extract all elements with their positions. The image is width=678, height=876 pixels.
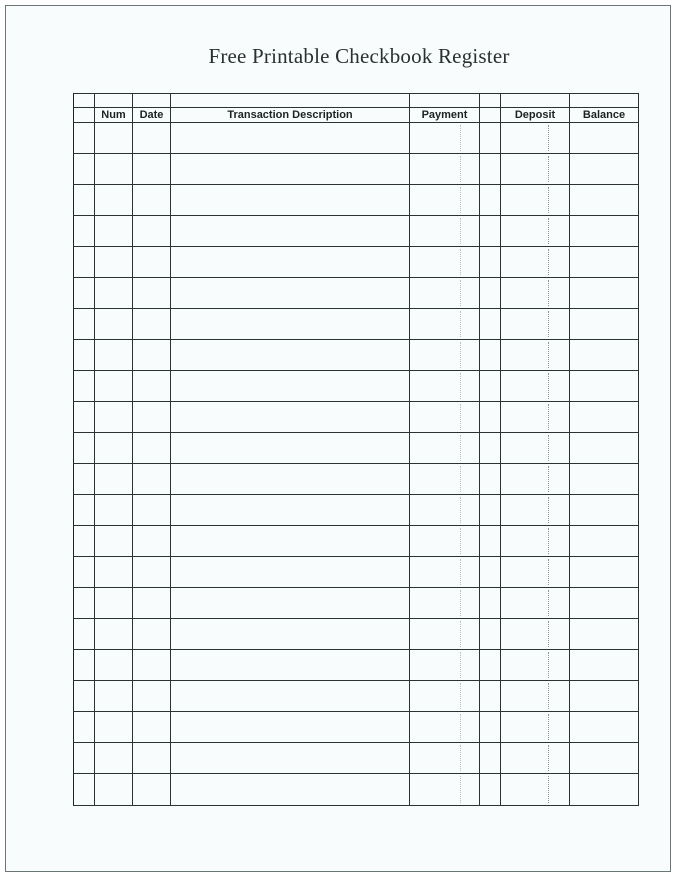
date-cell[interactable] xyxy=(133,247,171,278)
num-cell[interactable] xyxy=(95,123,133,154)
deposit-cell[interactable] xyxy=(501,681,570,712)
num-cell[interactable] xyxy=(95,433,133,464)
column-header-check xyxy=(74,108,95,123)
balance-cell[interactable] xyxy=(570,774,639,806)
payment-cell[interactable] xyxy=(410,309,480,340)
deposit-cell[interactable] xyxy=(501,526,570,557)
register-row xyxy=(74,464,639,495)
description-cell[interactable] xyxy=(171,402,410,433)
cleared-cell[interactable] xyxy=(480,712,501,743)
date-cell[interactable] xyxy=(133,774,171,806)
register-row xyxy=(74,154,639,185)
column-header-description: Transaction Description xyxy=(171,108,410,123)
deposit-cell[interactable] xyxy=(501,340,570,371)
description-cell[interactable] xyxy=(171,371,410,402)
deposit-cell[interactable] xyxy=(501,712,570,743)
deposit-cell[interactable] xyxy=(501,588,570,619)
balance-cell[interactable] xyxy=(570,650,639,681)
register-row xyxy=(74,588,639,619)
num-cell[interactable] xyxy=(95,588,133,619)
description-cell[interactable] xyxy=(171,712,410,743)
cleared-cell[interactable] xyxy=(480,154,501,185)
num-cell[interactable] xyxy=(95,619,133,650)
date-cell[interactable] xyxy=(133,743,171,774)
payment-cell[interactable] xyxy=(410,588,480,619)
description-cell[interactable] xyxy=(171,526,410,557)
register-row xyxy=(74,216,639,247)
deposit-cell[interactable] xyxy=(501,309,570,340)
check-cell[interactable] xyxy=(74,185,95,216)
register-row xyxy=(74,650,639,681)
date-cell[interactable] xyxy=(133,712,171,743)
check-cell[interactable] xyxy=(74,216,95,247)
cleared-cell[interactable] xyxy=(480,402,501,433)
check-cell[interactable] xyxy=(74,340,95,371)
cleared-cell[interactable] xyxy=(480,526,501,557)
deposit-cell[interactable] xyxy=(501,743,570,774)
payment-cell[interactable] xyxy=(410,185,480,216)
date-cell[interactable] xyxy=(133,154,171,185)
description-cell[interactable] xyxy=(171,681,410,712)
check-cell[interactable] xyxy=(74,557,95,588)
num-cell[interactable] xyxy=(95,712,133,743)
header-row xyxy=(74,108,639,123)
cleared-cell[interactable] xyxy=(480,123,501,154)
register-row xyxy=(74,495,639,526)
cleared-cell[interactable] xyxy=(480,371,501,402)
check-cell[interactable] xyxy=(74,495,95,526)
description-cell[interactable] xyxy=(171,464,410,495)
deposit-cell[interactable] xyxy=(501,185,570,216)
balance-cell[interactable] xyxy=(570,433,639,464)
register-row xyxy=(74,557,639,588)
payment-cell[interactable] xyxy=(410,619,480,650)
date-cell[interactable] xyxy=(133,123,171,154)
date-cell[interactable] xyxy=(133,216,171,247)
register-row xyxy=(74,433,639,464)
cleared-cell[interactable] xyxy=(480,588,501,619)
deposit-cell[interactable] xyxy=(501,464,570,495)
date-cell[interactable] xyxy=(133,464,171,495)
balance-cell[interactable] xyxy=(570,526,639,557)
description-cell[interactable] xyxy=(171,619,410,650)
date-cell[interactable] xyxy=(133,619,171,650)
description-cell[interactable] xyxy=(171,774,410,806)
checkbook-register-table xyxy=(73,93,639,806)
column-header-num: Num xyxy=(95,108,133,123)
check-cell[interactable] xyxy=(74,743,95,774)
register-row xyxy=(74,681,639,712)
deposit-cell[interactable] xyxy=(501,123,570,154)
balance-cell[interactable] xyxy=(570,495,639,526)
date-cell[interactable] xyxy=(133,402,171,433)
register-row xyxy=(74,278,639,309)
check-cell[interactable] xyxy=(74,588,95,619)
column-header-cleared xyxy=(480,108,501,123)
register-row xyxy=(74,619,639,650)
cleared-cell[interactable] xyxy=(480,247,501,278)
deposit-cell[interactable] xyxy=(501,774,570,806)
header-spacer-row xyxy=(74,94,639,108)
payment-cell[interactable] xyxy=(410,650,480,681)
deposit-cell[interactable] xyxy=(501,495,570,526)
date-cell[interactable] xyxy=(133,371,171,402)
payment-cell[interactable] xyxy=(410,495,480,526)
register-body xyxy=(74,123,639,806)
num-cell[interactable] xyxy=(95,216,133,247)
column-header-balance: Balance xyxy=(570,108,639,123)
num-cell[interactable] xyxy=(95,185,133,216)
payment-cell[interactable] xyxy=(410,743,480,774)
num-cell[interactable] xyxy=(95,495,133,526)
deposit-cell[interactable] xyxy=(501,216,570,247)
balance-cell[interactable] xyxy=(570,247,639,278)
payment-cell[interactable] xyxy=(410,371,480,402)
date-cell[interactable] xyxy=(133,526,171,557)
description-cell[interactable] xyxy=(171,309,410,340)
check-cell[interactable] xyxy=(74,681,95,712)
deposit-cell[interactable] xyxy=(501,433,570,464)
payment-cell[interactable] xyxy=(410,402,480,433)
register-row xyxy=(74,774,639,806)
description-cell[interactable] xyxy=(171,495,410,526)
balance-cell[interactable] xyxy=(570,464,639,495)
payment-cell[interactable] xyxy=(410,340,480,371)
cleared-cell[interactable] xyxy=(480,278,501,309)
payment-cell[interactable] xyxy=(410,681,480,712)
check-cell[interactable] xyxy=(74,371,95,402)
check-cell[interactable] xyxy=(74,774,95,806)
check-cell[interactable] xyxy=(74,526,95,557)
balance-cell[interactable] xyxy=(570,402,639,433)
num-cell[interactable] xyxy=(95,681,133,712)
check-cell[interactable] xyxy=(74,619,95,650)
payment-cell[interactable] xyxy=(410,278,480,309)
cleared-cell[interactable] xyxy=(480,185,501,216)
num-cell[interactable] xyxy=(95,402,133,433)
balance-cell[interactable] xyxy=(570,712,639,743)
cleared-cell[interactable] xyxy=(480,557,501,588)
payment-cell[interactable] xyxy=(410,433,480,464)
num-cell[interactable] xyxy=(95,309,133,340)
num-cell[interactable] xyxy=(95,557,133,588)
num-cell[interactable] xyxy=(95,650,133,681)
payment-cell[interactable] xyxy=(410,774,480,806)
description-cell[interactable] xyxy=(171,340,410,371)
check-cell[interactable] xyxy=(74,712,95,743)
payment-cell[interactable] xyxy=(410,216,480,247)
balance-cell[interactable] xyxy=(570,619,639,650)
register-row xyxy=(74,712,639,743)
payment-cell[interactable] xyxy=(410,123,480,154)
balance-cell[interactable] xyxy=(570,340,639,371)
deposit-cell[interactable] xyxy=(501,650,570,681)
cleared-cell[interactable] xyxy=(480,681,501,712)
register-row xyxy=(74,123,639,154)
deposit-cell[interactable] xyxy=(501,371,570,402)
balance-cell[interactable] xyxy=(570,309,639,340)
description-cell[interactable] xyxy=(171,650,410,681)
num-cell[interactable] xyxy=(95,278,133,309)
balance-cell[interactable] xyxy=(570,154,639,185)
check-cell[interactable] xyxy=(74,650,95,681)
description-cell[interactable] xyxy=(171,123,410,154)
register-row xyxy=(74,340,639,371)
date-cell[interactable] xyxy=(133,278,171,309)
payment-cell[interactable] xyxy=(410,464,480,495)
description-cell[interactable] xyxy=(171,154,410,185)
date-cell[interactable] xyxy=(133,557,171,588)
deposit-cell[interactable] xyxy=(501,557,570,588)
balance-cell[interactable] xyxy=(570,557,639,588)
num-cell[interactable] xyxy=(95,154,133,185)
payment-cell[interactable] xyxy=(410,154,480,185)
balance-cell[interactable] xyxy=(570,123,639,154)
cleared-cell[interactable] xyxy=(480,774,501,806)
column-header-date: Date xyxy=(133,108,171,123)
check-cell[interactable] xyxy=(74,123,95,154)
payment-cell[interactable] xyxy=(410,526,480,557)
balance-cell[interactable] xyxy=(570,588,639,619)
description-cell[interactable] xyxy=(171,247,410,278)
num-cell[interactable] xyxy=(95,526,133,557)
deposit-cell[interactable] xyxy=(501,154,570,185)
column-header-deposit: Deposit xyxy=(501,108,570,123)
date-cell[interactable] xyxy=(133,340,171,371)
check-cell[interactable] xyxy=(74,247,95,278)
description-cell[interactable] xyxy=(171,278,410,309)
deposit-cell[interactable] xyxy=(501,402,570,433)
cleared-cell[interactable] xyxy=(480,495,501,526)
register-row xyxy=(74,526,639,557)
date-cell[interactable] xyxy=(133,309,171,340)
cleared-cell[interactable] xyxy=(480,743,501,774)
page-title: Free Printable Checkbook Register xyxy=(208,44,510,68)
payment-cell[interactable] xyxy=(410,247,480,278)
deposit-cell[interactable] xyxy=(501,278,570,309)
check-cell[interactable] xyxy=(74,309,95,340)
date-cell[interactable] xyxy=(133,650,171,681)
balance-cell[interactable] xyxy=(570,681,639,712)
register-row xyxy=(74,309,639,340)
deposit-cell[interactable] xyxy=(501,619,570,650)
cleared-cell[interactable] xyxy=(480,650,501,681)
payment-cell[interactable] xyxy=(410,557,480,588)
balance-cell[interactable] xyxy=(570,743,639,774)
balance-cell[interactable] xyxy=(570,216,639,247)
num-cell[interactable] xyxy=(95,743,133,774)
num-cell[interactable] xyxy=(95,340,133,371)
balance-cell[interactable] xyxy=(570,371,639,402)
check-cell[interactable] xyxy=(74,154,95,185)
check-cell[interactable] xyxy=(74,278,95,309)
cleared-cell[interactable] xyxy=(480,464,501,495)
date-cell[interactable] xyxy=(133,185,171,216)
description-cell[interactable] xyxy=(171,216,410,247)
num-cell[interactable] xyxy=(95,464,133,495)
num-cell[interactable] xyxy=(95,247,133,278)
balance-cell[interactable] xyxy=(570,185,639,216)
cleared-cell[interactable] xyxy=(480,340,501,371)
num-cell[interactable] xyxy=(95,371,133,402)
cleared-cell[interactable] xyxy=(480,216,501,247)
description-cell[interactable] xyxy=(171,588,410,619)
balance-cell[interactable] xyxy=(570,278,639,309)
cleared-cell[interactable] xyxy=(480,619,501,650)
register-row xyxy=(74,247,639,278)
description-cell[interactable] xyxy=(171,185,410,216)
register-row xyxy=(74,185,639,216)
cleared-cell[interactable] xyxy=(480,309,501,340)
register-row xyxy=(74,743,639,774)
column-header-payment: Payment xyxy=(410,108,480,123)
date-cell[interactable] xyxy=(133,495,171,526)
date-cell[interactable] xyxy=(133,433,171,464)
register-row xyxy=(74,402,639,433)
description-cell[interactable] xyxy=(171,743,410,774)
payment-cell[interactable] xyxy=(410,712,480,743)
description-cell[interactable] xyxy=(171,557,410,588)
date-cell[interactable] xyxy=(133,681,171,712)
check-cell[interactable] xyxy=(74,433,95,464)
check-cell[interactable] xyxy=(74,464,95,495)
deposit-cell[interactable] xyxy=(501,247,570,278)
date-cell[interactable] xyxy=(133,588,171,619)
check-cell[interactable] xyxy=(74,402,95,433)
register-row xyxy=(74,371,639,402)
cleared-cell[interactable] xyxy=(480,433,501,464)
description-cell[interactable] xyxy=(171,433,410,464)
num-cell[interactable] xyxy=(95,774,133,806)
